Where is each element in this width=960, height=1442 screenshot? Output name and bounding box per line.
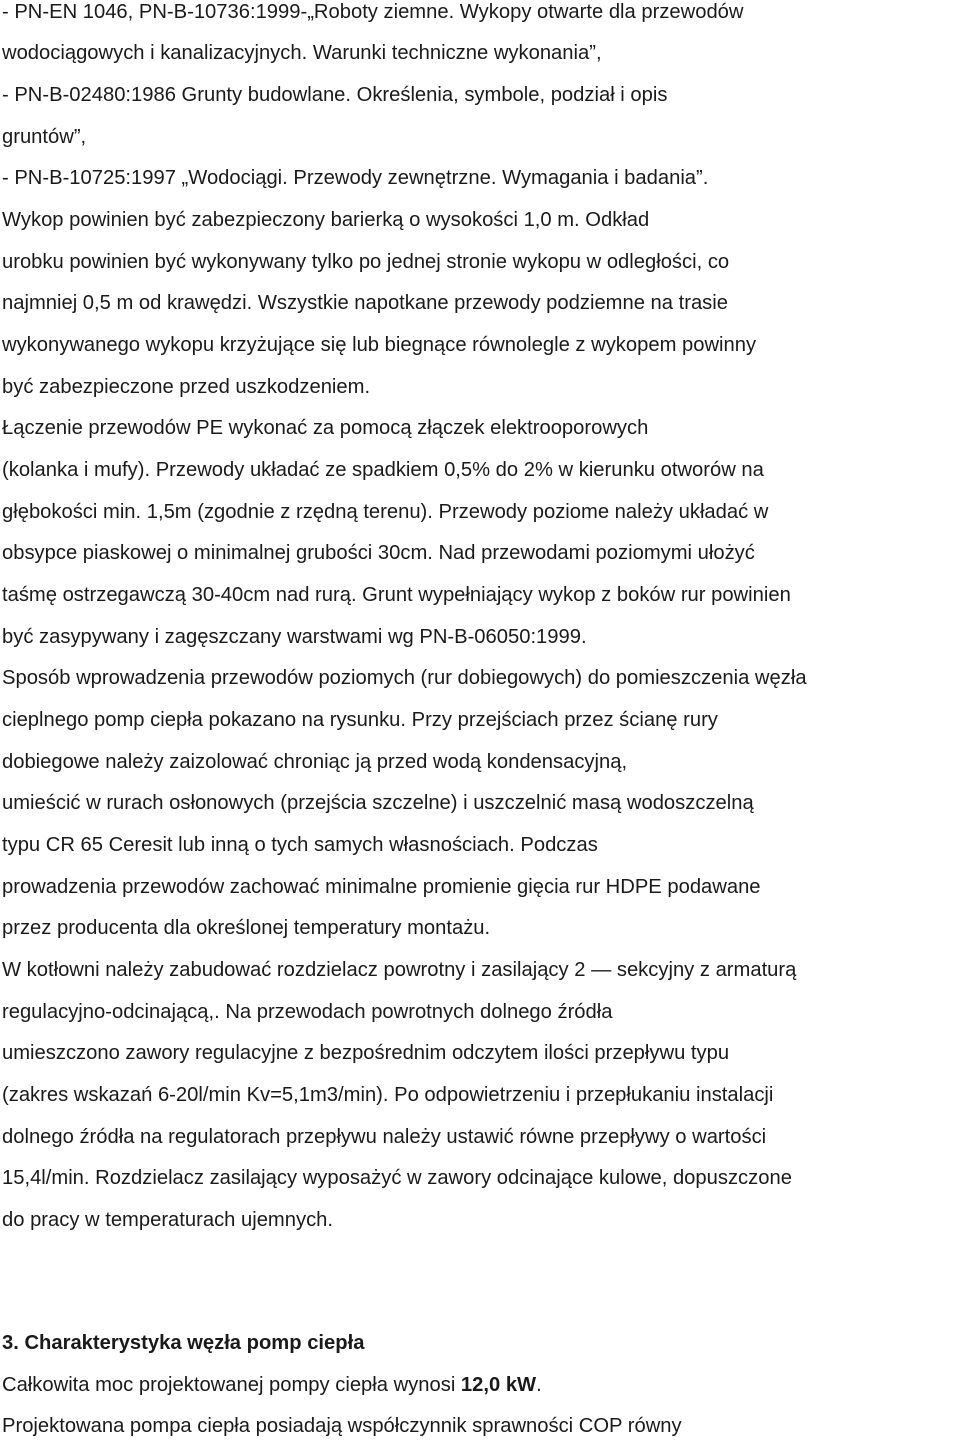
text-line: taśmę ostrzegawczą 30-40cm nad rurą. Grunt wypełniający wykop z boków rur powinien <box>2 584 791 606</box>
text-line: być zabezpieczone przed uszkodzeniem. <box>2 376 371 398</box>
power-statement-prefix: Całkowita moc projektowanej pompy ciepła wynosi <box>2 1374 461 1396</box>
text-line: (zakres wskazań 6-20l/min Kv=5,1m3/min). Po odpowietrzeniu i przepłukaniu instalacji <box>2 1084 774 1106</box>
text-line: prowadzenia przewodów zachować minimalne promienie gięcia rur HDPE podawane <box>2 876 761 898</box>
text-line: - PN-B-10725:1997 „Wodociągi. Przewody zewnętrzne. Wymagania i badania”. <box>2 167 709 189</box>
power-statement-suffix: . <box>536 1374 542 1396</box>
text-line: dolnego źródła na regulatorach przepływu należy ustawić równe przepływy o wartości <box>2 1126 767 1148</box>
text-line: dobiegowe należy zaizolować chroniąc ją przed wodą kondensacyjną, <box>2 751 628 773</box>
text-line: obsypce piaskowej o minimalnej grubości 30cm. Nad przewodami poziomymi ułożyć <box>2 542 755 564</box>
text-line: wykonywanego wykopu krzyżujące się lub biegnące równolegle z wykopem powinny <box>2 334 757 356</box>
text-line: - PN-B-02480:1986 Grunty budowlane. Określenia, symbole, podział i opis <box>2 84 668 106</box>
text-line: Łączenie przewodów PE wykonać za pomocą złączek elektrooporowych <box>2 417 649 439</box>
cop-statement: Projektowana pompa ciepła posiadają współczynnik sprawności COP równy <box>2 1415 682 1437</box>
text-line: gruntów”, <box>2 126 87 148</box>
text-line: wodociągowych i kanalizacyjnych. Warunki techniczne wykonania”, <box>2 42 602 64</box>
text-line: W kotłowni należy zabudować rozdzielacz powrotny i zasilający 2 — sekcyjny z armaturą <box>2 959 797 981</box>
text-line: cieplnego pomp ciepła pokazano na rysunku. Przy przejściach przez ścianę rury <box>2 709 718 731</box>
power-statement <box>2 1373 542 1397</box>
text-line: do pracy w temperaturach ujemnych. <box>2 1209 334 1231</box>
text-line: Wykop powinien być zabezpieczony barierką o wysokości 1,0 m. Odkład <box>2 209 650 231</box>
text-line: przez producenta dla określonej temperatury montażu. <box>2 917 491 939</box>
text-line: głębokości min. 1,5m (zgodnie z rzędną terenu). Przewody poziome należy układać w <box>2 501 769 523</box>
text-line: 15,4l/min. Rozdzielacz zasilający wyposażyć w zawory odcinające kulowe, dopuszczone <box>2 1167 792 1189</box>
text-line: typu CR 65 Ceresit lub inną o tych samych własnościach. Podczas <box>2 834 598 856</box>
text-line: regulacyjno-odcinającą,. Na przewodach powrotnych dolnego źródła <box>2 1001 613 1023</box>
text-line: urobku powinien być wykonywany tylko po jednej stronie wykopu w odległości, co <box>2 251 730 273</box>
text-line: Sposób wprowadzenia przewodów poziomych (rur dobiegowych) do pomieszczenia węzła <box>2 667 807 689</box>
power-value: 12,0 kW <box>460 1374 537 1396</box>
section-heading: 3. Charakterystyka węzła pomp ciepła <box>2 1332 365 1354</box>
text-line: - PN-EN 1046, PN-B-10736:1999-„Roboty ziemne. Wykopy otwarte dla przewodów <box>2 1 744 23</box>
text-line: umieścić w rurach osłonowych (przejścia szczelne) i uszczelnić masą wodoszczelną <box>2 792 754 814</box>
text-line: umieszczono zawory regulacyjne z bezpośrednim odczytem ilości przepływu typu <box>2 1042 730 1064</box>
text-line: najmniej 0,5 m od krawędzi. Wszystkie napotkane przewody podziemne na trasie <box>2 292 728 314</box>
text-line: być zasypywany i zagęszczany warstwami wg PN-B-06050:1999. <box>2 626 587 648</box>
text-line: (kolanka i mufy). Przewody układać ze spadkiem 0,5% do 2% w kierunku otworów na <box>2 459 764 481</box>
